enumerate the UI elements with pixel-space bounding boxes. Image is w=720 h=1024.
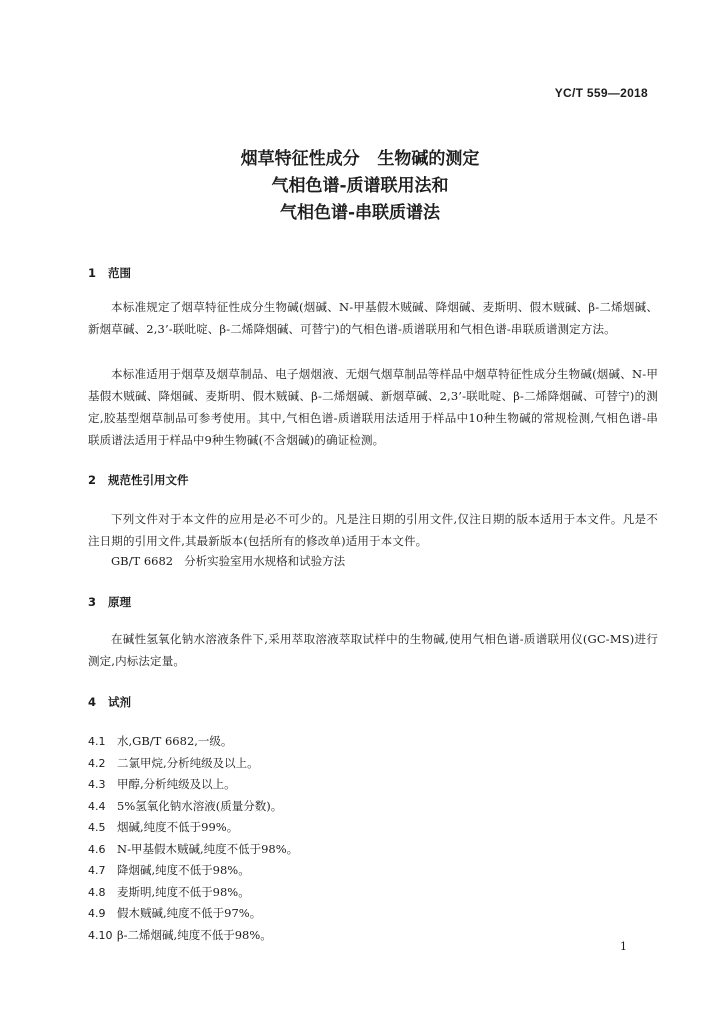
item-number: 4.8: [88, 885, 106, 899]
item-text: 烟碱,纯度不低于99%。: [117, 820, 239, 834]
item-text: 甲醇,分析纯级及以上。: [117, 777, 236, 791]
list-item: [88, 774, 298, 796]
section-title: 范围: [108, 266, 131, 280]
list-item: [88, 882, 298, 904]
reagent-list: [88, 731, 298, 946]
standard-code: YC/T 559—2018: [554, 86, 648, 100]
item-text: 5%氢氧化钠水溶液(质量分数)。: [117, 798, 283, 813]
list-item: [88, 817, 298, 839]
normative-references-paragraph: 下列文件对于本文件的应用是必不可少的。凡是注日期的引用文件,仅注日期的版本适用于本文件。凡是不注日期的引用文件,其最新版本(包括所有的修改单)适用于本文件。: [88, 512, 658, 548]
page-number: 1: [620, 940, 627, 953]
section-heading-principle: [88, 594, 131, 610]
section-number: 3: [88, 595, 97, 609]
list-item: [88, 796, 298, 818]
section-heading-normative-references: [88, 472, 189, 488]
item-text: β-二烯烟碱,纯度不低于98%。: [117, 927, 272, 942]
section-title: 原理: [108, 595, 131, 609]
item-number: 4.2: [88, 756, 106, 770]
title-line-1: 烟草特征性成分 生物碱的测定: [240, 149, 480, 169]
item-number: 4.7: [88, 864, 106, 877]
list-item: [88, 839, 298, 861]
item-text: 麦斯明,纯度不低于98%。: [117, 884, 250, 899]
item-number: 4.9: [88, 907, 106, 920]
list-item: [88, 731, 298, 753]
item-text: N-甲基假木贼碱,纯度不低于98%。: [117, 841, 299, 856]
list-item: [88, 860, 298, 882]
item-number: 4.5: [88, 821, 106, 834]
principle-paragraph: 在碱性氢氧化钠水溶液条件下,采用萃取溶液萃取试样中的生物碱,使用气相色谱-质谱联用仪(GC-MS)进行测定,内标法定量。: [88, 632, 658, 668]
reference-code: GB/T 6682: [111, 554, 174, 568]
list-item: [88, 903, 298, 925]
document-title: [0, 146, 720, 227]
section-title: 规范性引用文件: [108, 473, 189, 487]
item-number: 4.10: [88, 928, 113, 942]
section-number: 4: [88, 695, 97, 709]
section-heading-scope: [88, 265, 131, 281]
item-number: 4.3: [88, 778, 106, 791]
item-number: 4.6: [88, 842, 106, 856]
item-text: 降烟碱,纯度不低于98%。: [117, 863, 250, 877]
reference-title: 分析实验室用水规格和试验方法: [184, 554, 346, 568]
section-heading-reagents: [88, 694, 131, 710]
scope-paragraph-2: 本标准适用于烟草及烟草制品、电子烟烟液、无烟气烟草制品等样品中烟草特征性成分生物碱(烟碱、N-甲基假木贼碱、降烟碱、麦斯明、假木贼碱、β-二烯烟碱、新烟草碱、2,3’-联吡啶、β-二烯降烟碱、可替宁)的测定,胶基型烟草制品可参考使用。其中,气相色谱-质谱联用法适用于样品中10种生物碱的常规检测,气相色谱-串联质谱法适用于样品中9种生物碱(不含烟碱)的确证检测。: [88, 367, 658, 447]
section-title: 试剂: [108, 695, 131, 709]
item-number: 4.4: [88, 799, 106, 813]
section-number: 1: [88, 266, 97, 280]
title-line-2: 气相色谱-质谱联用法和: [271, 176, 449, 196]
item-text: 二氯甲烷,分析纯级及以上。: [117, 755, 259, 770]
scope-paragraph-1: 本标准规定了烟草特征性成分生物碱(烟碱、N-甲基假木贼碱、降烟碱、麦斯明、假木贼碱、β-二烯烟碱、新烟草碱、2,3’-联吡啶、β-二烯降烟碱、可替宁)的气相色谱-质谱联用和气相色谱-串联质谱测定方法。: [88, 300, 658, 336]
list-item: [88, 753, 298, 775]
section-number: 2: [88, 473, 97, 487]
item-number: 4.1: [88, 735, 106, 748]
item-text: 假木贼碱,纯度不低于97%。: [117, 906, 262, 920]
title-line-3: 气相色谱-串联质谱法: [279, 203, 441, 223]
item-text: 水,GB/T 6682,一级。: [117, 734, 233, 748]
list-item: [88, 925, 298, 947]
reference-entry: [111, 553, 345, 569]
